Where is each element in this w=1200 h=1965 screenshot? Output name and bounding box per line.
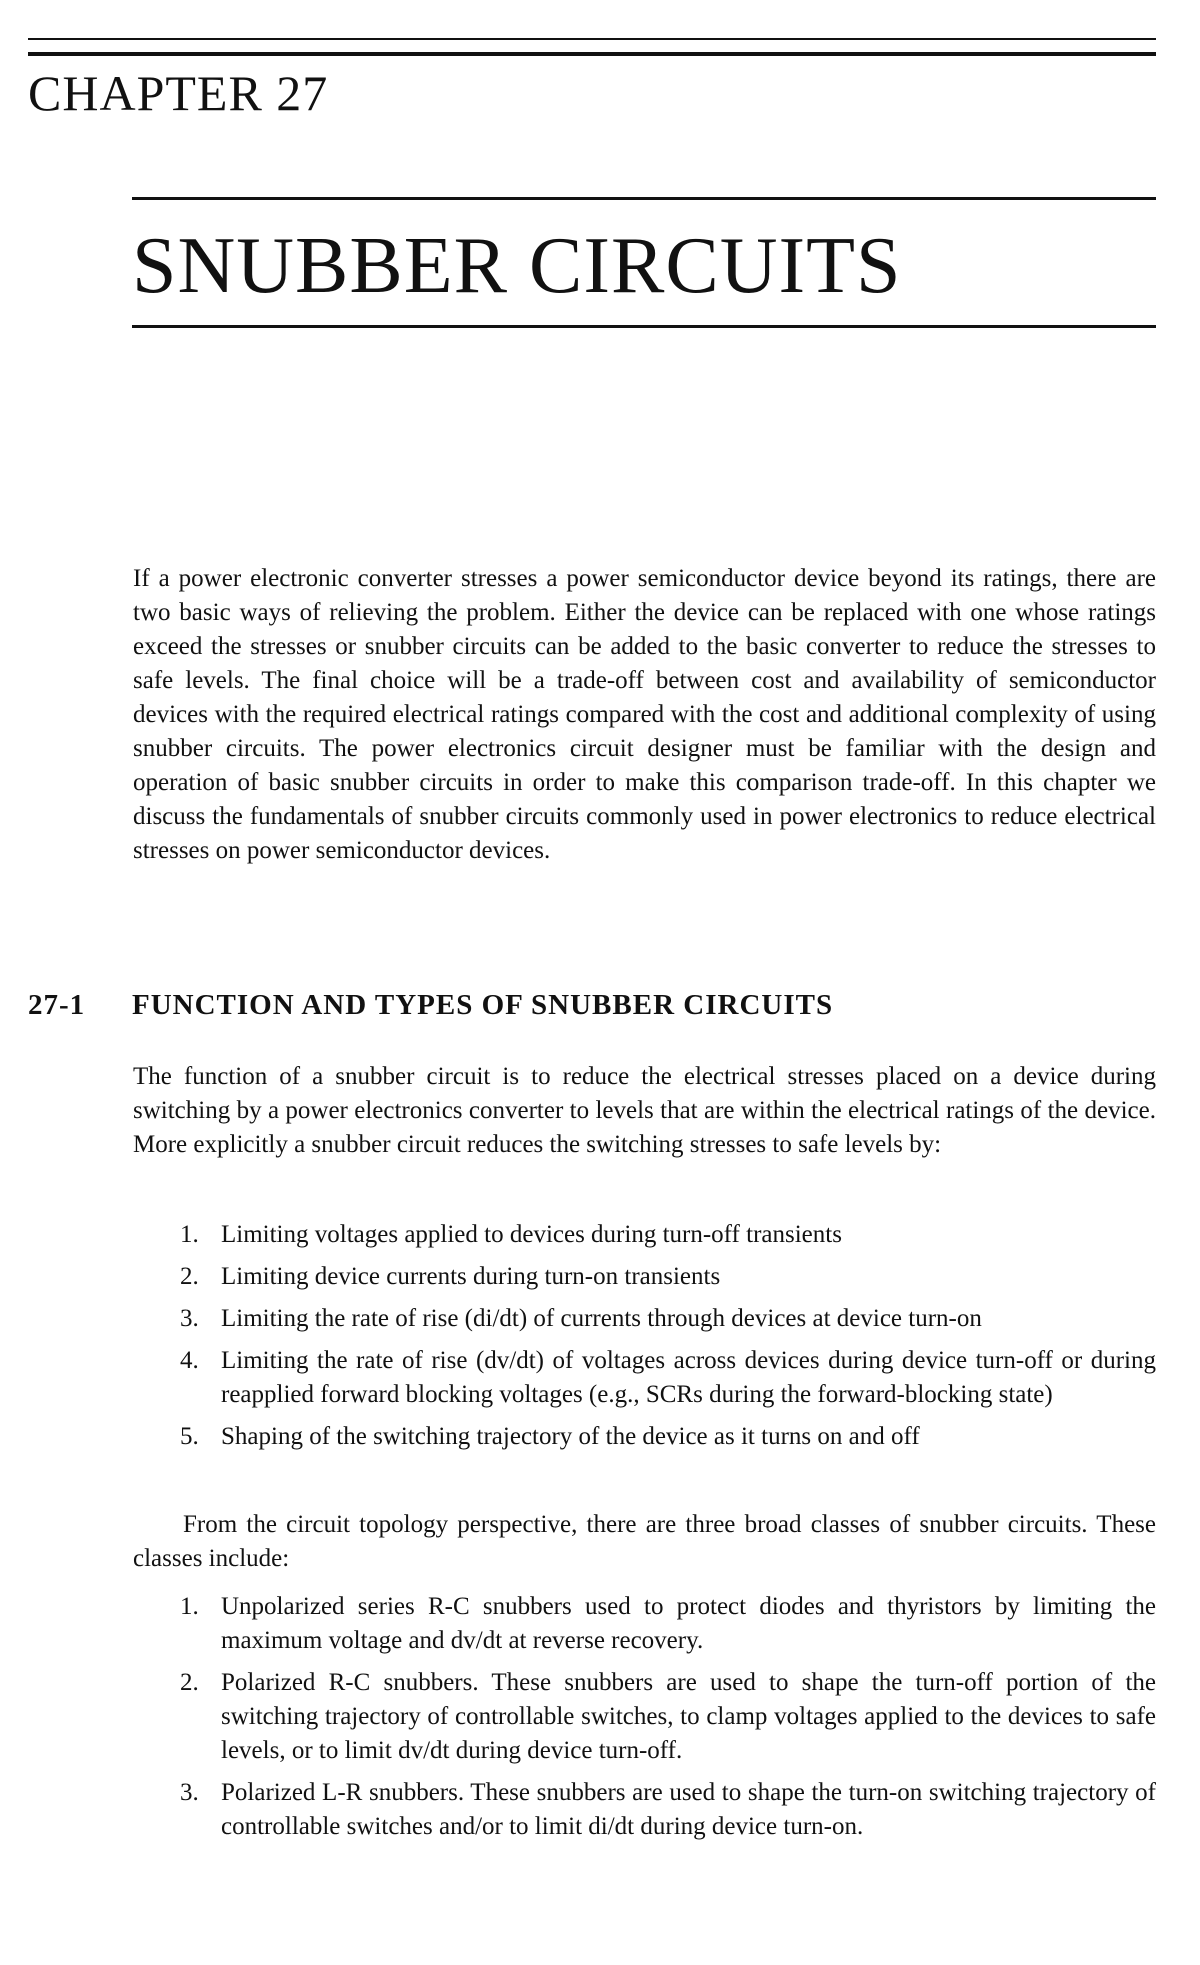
header-rule-thin: [28, 38, 1156, 40]
chapter-title: SNUBBER CIRCUITS: [132, 222, 902, 310]
title-rule-top: [132, 197, 1156, 200]
list-item: [180, 1218, 1156, 1252]
section-paragraph-1: The function of a snubber circuit is to reduce the electrical stresses placed on a device during switching by a power electronics converter to levels that are within the electrical ratings of the device. More explicitly a snubber circuit reduces the switching stresses to safe levels by:: [133, 1063, 1156, 1158]
section-paragraph-2: From the circuit topology perspective, there are three broad classes of snubber circuits. These classes include:: [133, 1511, 1156, 1572]
section-number: 27-1: [28, 989, 86, 1021]
list-item-number: 3.: [180, 1779, 199, 1806]
list-item-text: Limiting device currents during turn-on transients: [221, 1263, 721, 1290]
list-item: [180, 1420, 1156, 1454]
list-item-text: Polarized L-R snubbers. These snubbers are used to shape the turn-on switching trajectory of controllable switches and/or to limit di/dt during device turn-on.: [221, 1779, 1156, 1840]
list-item-number: 5.: [180, 1423, 199, 1450]
list-item-number: 4.: [180, 1347, 199, 1374]
list-item-number: 1.: [180, 1593, 199, 1620]
section-title: FUNCTION AND TYPES OF SNUBBER CIRCUITS: [132, 989, 834, 1021]
list-item: [180, 1260, 1156, 1294]
snubber-classes-list: [180, 1590, 1156, 1852]
list-item-text: Polarized R-C snubbers. These snubbers are used to shape the turn-off portion of the switching trajectory of controllable switches, to clamp voltages applied to the devices to safe levels, or to limit dv/dt during device turn-off.: [221, 1669, 1156, 1764]
list-item: [180, 1344, 1156, 1412]
list-item-number: 1.: [180, 1221, 199, 1248]
chapter-label: CHAPTER 27: [28, 65, 329, 121]
list-item-text: Limiting the rate of rise (di/dt) of currents through devices at device turn-on: [221, 1305, 982, 1332]
section-heading: [28, 988, 1156, 1023]
list-item: [180, 1666, 1156, 1768]
list-item-text: Shaping of the switching trajectory of the device as it turns on and off: [221, 1423, 920, 1450]
list-item-text: Limiting the rate of rise (dv/dt) of voltages across devices during device turn-off or during reapplied forward blocking voltages (e.g., SCRs during the forward-blocking state): [221, 1347, 1156, 1408]
stress-reduction-list: [180, 1218, 1156, 1462]
list-item-text: Limiting voltages applied to devices during turn-off transients: [221, 1221, 842, 1248]
title-rule-bottom: [132, 325, 1156, 328]
list-item-number: 3.: [180, 1305, 199, 1332]
intro-paragraph: If a power electronic converter stresses a power semiconductor device beyond its ratings, there are two basic ways of relieving the problem. Either the device can be replaced with one whose ratings exceed the stresses or snubber circuits can be added to the basic converter to reduce the stresses to safe levels. The final choice will be a trade-off between cost and availability of semiconductor devices with the required electrical ratings compared with the cost and additional complexity of using snubber circuits. The power electronics circuit designer must be familiar with the design and operation of basic snubber circuits in order to make this comparison trade-off. In this chapter we discuss the fundamentals of snubber circuits commonly used in power electronics to reduce electrical stresses on power semiconductor devices.: [133, 565, 1156, 864]
list-item: [180, 1776, 1156, 1844]
list-item: [180, 1302, 1156, 1336]
list-item-number: 2.: [180, 1263, 199, 1290]
list-item: [180, 1590, 1156, 1658]
list-item-number: 2.: [180, 1669, 199, 1696]
header-rule-thick: [28, 52, 1156, 56]
list-item-text: Unpolarized series R-C snubbers used to protect diodes and thyristors by limiting the maximum voltage and dv/dt at reverse recovery.: [221, 1593, 1156, 1654]
